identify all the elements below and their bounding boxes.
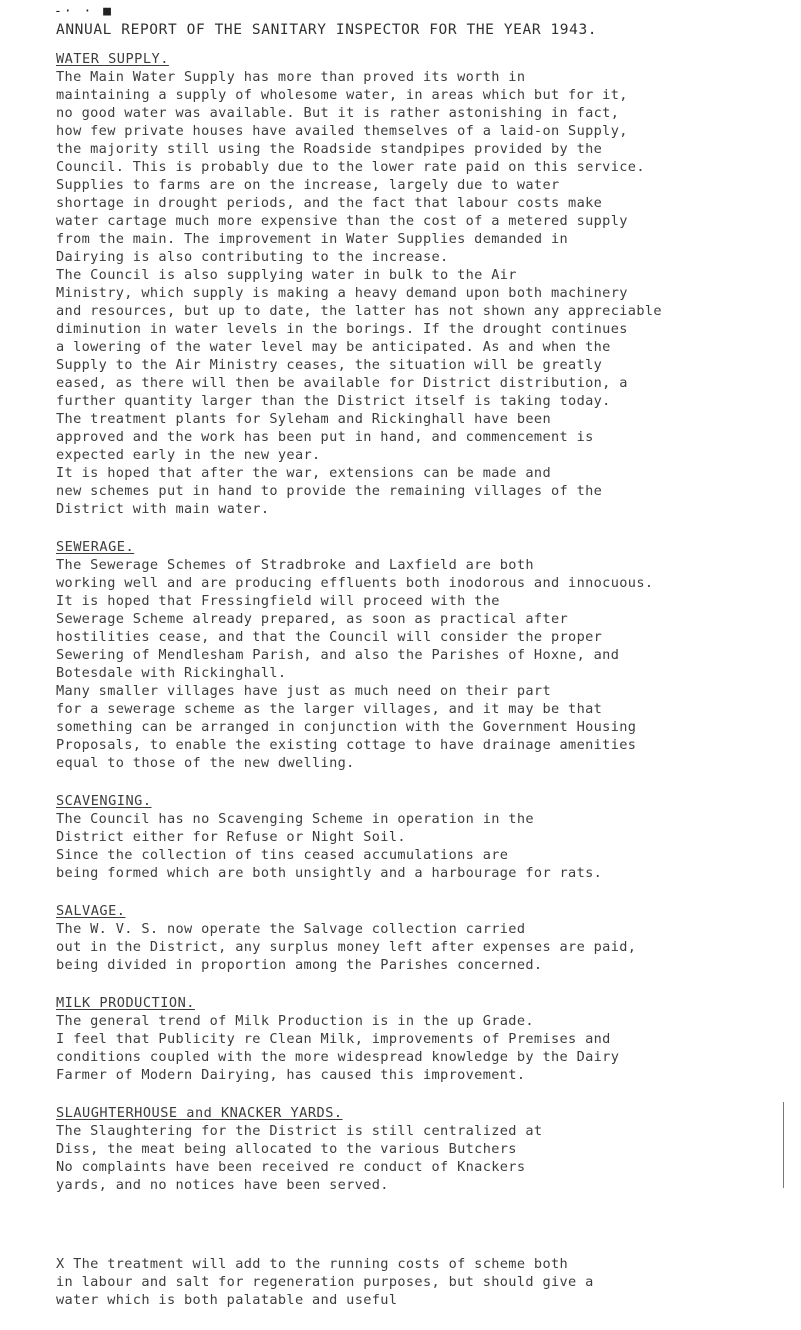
margin-mark xyxy=(783,1102,784,1188)
text-line: new schemes put in hand to provide the remaining villages of the xyxy=(56,483,603,499)
text-line: District either for Refuse or Night Soil. xyxy=(56,829,406,845)
section-heading: SALVAGE. xyxy=(56,903,126,919)
text-line: The W. V. S. now operate the Salvage collection carried xyxy=(56,921,526,937)
section-water-supply xyxy=(56,50,796,518)
text-line: Many smaller villages have just as much need on their part xyxy=(56,683,551,699)
text-line: I feel that Publicity re Clean Milk, improvements of Premises and xyxy=(56,1031,611,1047)
text-line: from the main. The improvement in Water Supplies demanded in xyxy=(56,231,569,247)
text-line: Supply to the Air Ministry ceases, the situation will be greatly xyxy=(56,357,603,373)
text-line: shortage in drought periods, and the fact that labour costs make xyxy=(56,195,603,211)
text-line: equal to those of the new dwelling. xyxy=(56,755,355,771)
text-line: hostilities cease, and that the Council will consider the proper xyxy=(56,629,603,645)
text-line: no good water was available. But it is rather astonishing in fact, xyxy=(56,105,620,121)
text-line: It is hoped that Fressingfield will proceed with the xyxy=(56,593,500,609)
text-line: diminution in water levels in the borings. If the drought continues xyxy=(56,321,628,337)
section-sewerage xyxy=(56,538,796,772)
text-line: The treatment plants for Syleham and Rickinghall have been xyxy=(56,411,551,427)
footnote-line: X The treatment will add to the running costs of scheme both xyxy=(56,1256,569,1272)
section-heading: SEWERAGE. xyxy=(56,539,135,555)
section-heading: WATER SUPPLY. xyxy=(56,51,169,67)
text-line: Ministry, which supply is making a heavy demand upon both machinery xyxy=(56,285,628,301)
section-heading: MILK PRODUCTION. xyxy=(56,995,195,1011)
text-line: Farmer of Modern Dairying, has caused this improvement. xyxy=(56,1067,526,1083)
text-line: The Main Water Supply has more than proved its worth in xyxy=(56,69,526,85)
text-line: being formed which are both unsightly and a harbourage for rats. xyxy=(56,865,603,881)
text-line: further quantity larger than the District itself is taking today. xyxy=(56,393,611,409)
text-line: Diss, the meat being allocated to the various Butchers xyxy=(56,1141,517,1157)
text-line: No complaints have been received re conduct of Knackers xyxy=(56,1159,526,1175)
report-title: ANNUAL REPORT OF THE SANITARY INSPECTOR FOR THE YEAR 1943. xyxy=(56,22,598,38)
text-line: It is hoped that after the war, extensions can be made and xyxy=(56,465,551,481)
text-line: a lowering of the water level may be anticipated. As and when the xyxy=(56,339,611,355)
text-line: The Council has no Scavenging Scheme in operation in the xyxy=(56,811,534,827)
footnote-line: water which is both palatable and useful xyxy=(56,1292,398,1308)
text-line: Supplies to farms are on the increase, largely due to water xyxy=(56,177,560,193)
text-line: something can be arranged in conjunction with the Government Housing xyxy=(56,719,637,735)
text-line: Dairying is also contributing to the increase. xyxy=(56,249,449,265)
text-line: how few private houses have availed themselves of a laid-on Supply, xyxy=(56,123,628,139)
text-line: for a sewerage scheme as the larger villages, and it may be that xyxy=(56,701,603,717)
section-scavenging xyxy=(56,792,796,882)
scan-mark: -· · ■ xyxy=(54,4,113,19)
text-line: The Slaughtering for the District is still centralized at xyxy=(56,1123,543,1139)
section-heading: SCAVENGING. xyxy=(56,793,152,809)
report-body xyxy=(56,50,796,1214)
text-line: conditions coupled with the more widespread knowledge by the Dairy xyxy=(56,1049,620,1065)
text-line: District with main water. xyxy=(56,501,270,517)
text-line: Council. This is probably due to the lower rate paid on this service. xyxy=(56,159,645,175)
text-line: out in the District, any surplus money left after expenses are paid, xyxy=(56,939,637,955)
footnote xyxy=(56,1255,796,1309)
text-line: the majority still using the Roadside standpipes provided by the xyxy=(56,141,603,157)
text-line: expected early in the new year. xyxy=(56,447,321,463)
footnote-line: in labour and salt for regeneration purposes, but should give a xyxy=(56,1274,594,1290)
section-slaughterhouse-and-knacker-yards xyxy=(56,1104,796,1194)
section-milk-production xyxy=(56,994,796,1084)
text-line: The Council is also supplying water in bulk to the Air xyxy=(56,267,517,283)
text-line: Proposals, to enable the existing cottage to have drainage amenities xyxy=(56,737,637,753)
text-line: eased, as there will then be available for District distribution, a xyxy=(56,375,628,391)
text-line: and resources, but up to date, the latter has not shown any appreciable xyxy=(56,303,662,319)
text-line: Botesdale with Rickinghall. xyxy=(56,665,287,681)
text-line: Since the collection of tins ceased accumulations are xyxy=(56,847,509,863)
text-line: Sewering of Mendlesham Parish, and also the Parishes of Hoxne, and xyxy=(56,647,620,663)
text-line: approved and the work has been put in hand, and commencement is xyxy=(56,429,594,445)
text-line: yards, and no notices have been served. xyxy=(56,1177,389,1193)
section-salvage xyxy=(56,902,796,974)
text-line: working well and are producing effluents both inodorous and innocuous. xyxy=(56,575,654,591)
text-line: maintaining a supply of wholesome water, in areas which but for it, xyxy=(56,87,628,103)
text-line: Sewerage Scheme already prepared, as soon as practical after xyxy=(56,611,569,627)
section-heading: SLAUGHTERHOUSE and KNACKER YARDS. xyxy=(56,1105,343,1121)
text-line: being divided in proportion among the Parishes concerned. xyxy=(56,957,543,973)
text-line: The Sewerage Schemes of Stradbroke and Laxfield are both xyxy=(56,557,534,573)
text-line: The general trend of Milk Production is in the up Grade. xyxy=(56,1013,534,1029)
text-line: water cartage much more expensive than the cost of a metered supply xyxy=(56,213,628,229)
